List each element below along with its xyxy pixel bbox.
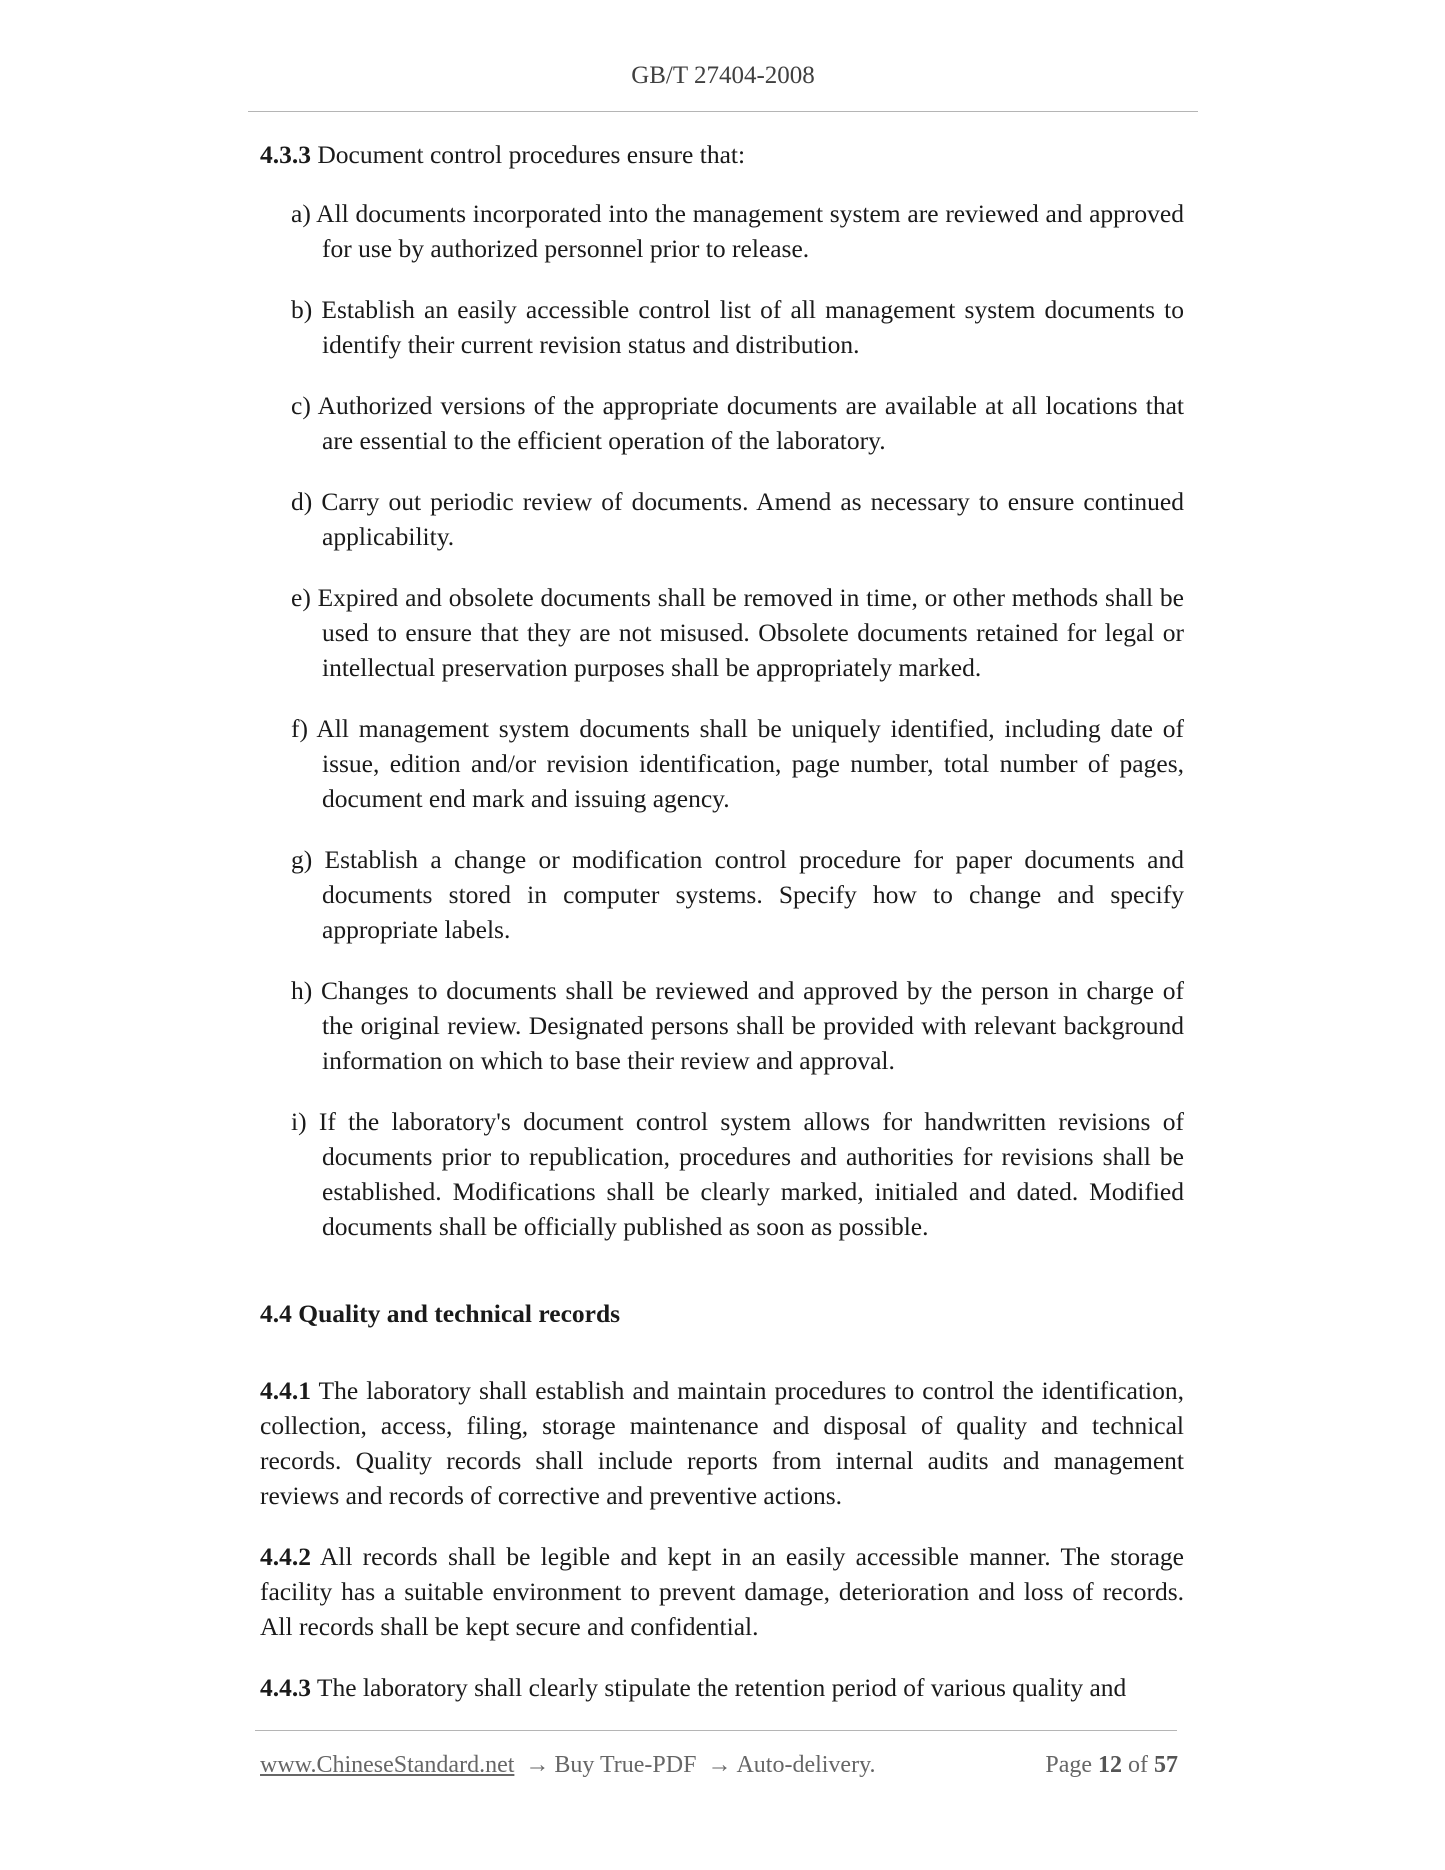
page-footer bbox=[260, 1752, 1178, 1779]
page-label: Page bbox=[1045, 1752, 1092, 1778]
current-page-number: 12 bbox=[1098, 1752, 1122, 1778]
clause-text: Document control procedures ensure that: bbox=[311, 140, 746, 169]
clause-4-3-3 bbox=[260, 137, 1184, 172]
clause-number: 4.4.2 bbox=[260, 1542, 311, 1571]
page-header-title: GB/T 27404-2008 bbox=[631, 62, 815, 89]
page-indicator bbox=[1045, 1752, 1178, 1779]
footer-divider bbox=[255, 1730, 1177, 1731]
clause-text: All records shall be legible and kept in an easily accessible manner. The storage facility has a suitable environment to prevent damage, deterioration and loss of records. All records shall be kept secure and confidential. bbox=[260, 1542, 1184, 1641]
list-item-d: d) Carry out periodic review of documents. Amend as necessary to ensure continued applicability. bbox=[291, 487, 1184, 551]
arrow-right-icon: → bbox=[525, 1752, 550, 1778]
list-item-h: h) Changes to documents shall be reviewed and approved by the person in charge of the original review. Designated persons shall be provided with relevant background information on which to base their review and approval. bbox=[291, 976, 1184, 1075]
list-item-g: g) Establish a change or modification control procedure for paper documents and documents stored in computer systems. Specify how to change and specify appropriate labels. bbox=[291, 845, 1184, 944]
clause-4-4-3 bbox=[260, 1670, 1184, 1705]
clause-4-4-1 bbox=[260, 1373, 1184, 1513]
total-page-count: 57 bbox=[1154, 1752, 1178, 1778]
of-label: of bbox=[1128, 1752, 1148, 1778]
list-item-a: a) All documents incorporated into the management system are reviewed and approved for use by authorized personnel prior to release. bbox=[291, 199, 1184, 263]
list-item-b: b) Establish an easily accessible control list of all management system documents to identify their current revision status and distribution. bbox=[291, 295, 1184, 359]
clause-text: The laboratory shall clearly stipulate the retention period of various quality and bbox=[311, 1673, 1127, 1702]
list-item-f: f) All management system documents shall be uniquely identified, including date of issue, edition and/or revision identification, page number, total number of pages, document end mark and issuing agency. bbox=[291, 714, 1184, 813]
clause-text: The laboratory shall establish and maintain procedures to control the identification, collection, access, filing, storage maintenance and disposal of quality and technical records. Quality records shall include reports from internal audits and management reviews and records of corrective and preventive actions. bbox=[260, 1376, 1184, 1510]
footer-left bbox=[260, 1752, 876, 1779]
clause-number: 4.3.3 bbox=[260, 140, 311, 169]
auto-delivery-text: Auto-delivery. bbox=[736, 1752, 876, 1778]
document-body bbox=[260, 137, 1184, 1705]
list-item-i: i) If the laboratory's document control system allows for handwritten revisions of documents prior to republication, procedures and authorities for revisions shall be established. Modifications shall be clearly marked, initialed and dated. Modified documents shall be officially published as soon as possible. bbox=[291, 1107, 1184, 1241]
list-item-c: c) Authorized versions of the appropriate documents are available at all locations that are essential to the efficient operation of the laboratory. bbox=[291, 391, 1184, 455]
document-control-list bbox=[291, 196, 1184, 1244]
arrow-right-icon: → bbox=[707, 1752, 732, 1778]
buy-pdf-text: Buy True-PDF bbox=[554, 1752, 697, 1778]
clause-number: 4.4.1 bbox=[260, 1376, 311, 1405]
header-divider bbox=[248, 111, 1198, 112]
clause-4-4-2 bbox=[260, 1539, 1184, 1644]
clause-number: 4.4.3 bbox=[260, 1673, 311, 1702]
list-item-e: e) Expired and obsolete documents shall be removed in time, or other methods shall be used to ensure that they are not misused. Obsolete documents retained for legal or intellectual preservation purposes shall be appropriately marked. bbox=[291, 583, 1184, 682]
website-link[interactable]: www.ChineseStandard.net bbox=[260, 1752, 515, 1778]
section-heading-4-4: 4.4 Quality and technical records bbox=[260, 1299, 621, 1328]
